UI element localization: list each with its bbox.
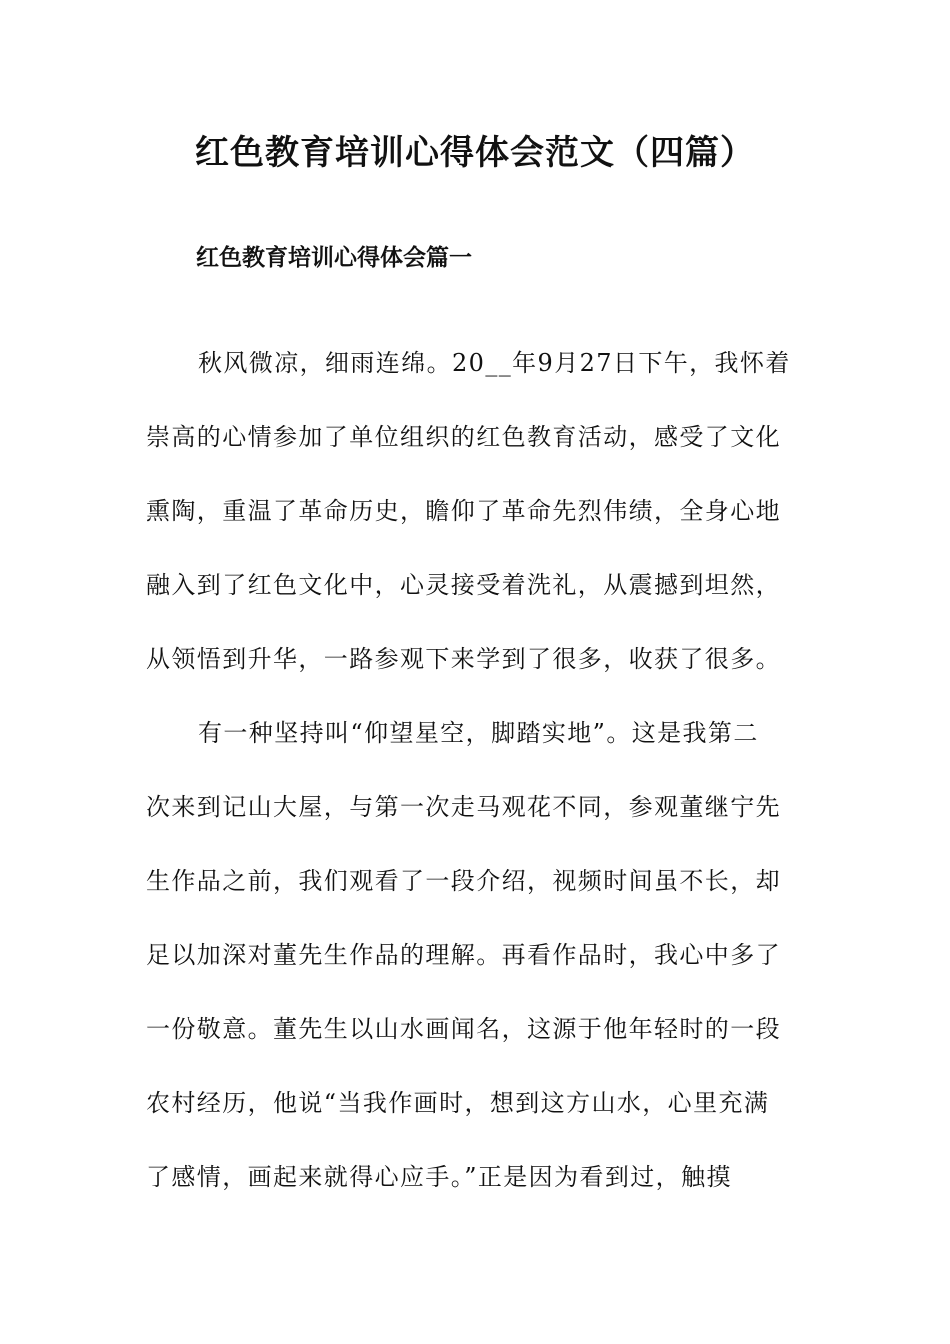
paragraph-line: 秋风微凉，细雨连绵。20__年9月27日下午，我怀着: [198, 349, 791, 377]
paragraph-line: 足以加深对董先生作品的理解。再看作品时，我心中多了: [146, 941, 781, 969]
paragraph-line: 有一种坚持叫“仰望星空，脚踏实地”。这是我第二: [198, 719, 759, 747]
paragraph-line: 从领悟到升华，一路参观下来学到了很多，收获了很多。: [146, 645, 781, 673]
paragraph-line: 熏陶，重温了革命历史，瞻仰了革命先烈伟绩，全身心地: [146, 497, 781, 525]
body-text: [146, 339, 806, 1227]
paragraph-line: 崇高的心情参加了单位组织的红色教育活动，感受了文化: [146, 423, 781, 451]
paragraph-line: 农村经历，他说“当我作画时，想到这方山水，心里充满: [146, 1089, 770, 1117]
section-title: 红色教育培训心得体会篇一: [196, 245, 472, 271]
paragraph-line: 生作品之前，我们观看了一段介绍，视频时间虽不长，却: [146, 867, 781, 895]
paragraph-line: 融入到了红色文化中，心灵接受着洗礼，从震撼到坦然，: [146, 571, 781, 599]
paragraph-line: 一份敬意。董先生以山水画闻名，这源于他年轻时的一段: [146, 1015, 781, 1043]
paragraph-line: 了感情，画起来就得心应手。”正是因为看到过，触摸: [146, 1163, 732, 1191]
document-title: 红色教育培训心得体会范文（四篇）: [195, 133, 755, 173]
paragraph-line: 次来到记山大屋，与第一次走马观花不同，参观董继宁先: [146, 793, 781, 821]
